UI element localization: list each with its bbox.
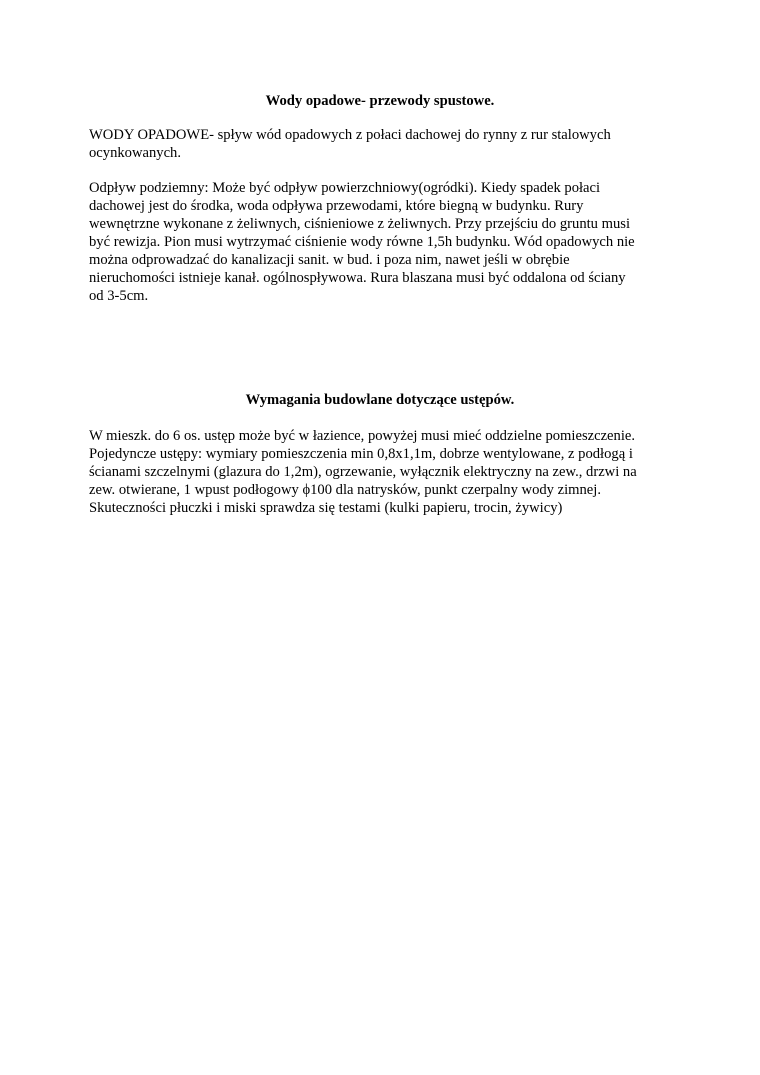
text-line: Skuteczności płuczki i miski sprawdza się testami (kulki papieru, trocin, żywicy) bbox=[89, 500, 563, 516]
text-line: można odprowadzać do kanalizacji sanit. w bud. i poza nim, nawet jeśli w obrębie bbox=[89, 252, 570, 268]
text-line: Odpływ podziemny: Może być odpływ powierzchniowy(ogródki). Kiedy spadek połaci bbox=[89, 180, 601, 196]
text-line: Pojedyncze ustępy: wymiary pomieszczenia min 0,8x1,1m, dobrze wentylowane, z podłogą i bbox=[89, 446, 633, 462]
text-line: być rewizja. Pion musi wytrzymać ciśnienie wody równe 1,5h budynku. Wód opadowych nie bbox=[89, 234, 635, 250]
text-line: WODY OPADOWE- spływ wód opadowych z połaci dachowej do rynny z rur stalowych bbox=[89, 127, 611, 143]
text-line: zew. otwierane, 1 wpust podłogowy ϕ100 dla natrysków, punkt czerpalny wody zimnej. bbox=[89, 482, 601, 498]
section1-title: Wody opadowe- przewody spustowe. bbox=[265, 93, 495, 109]
section1-paragraph-2 bbox=[89, 179, 679, 305]
text-line: nieruchomości istnieje kanał. ogólnospływowa. Rura blaszana musi być oddalona od ściany bbox=[89, 270, 626, 286]
text-line: wewnętrzne wykonane z żeliwnych, ciśnieniowe z żeliwnych. Przy przejściu do gruntu musi bbox=[89, 216, 631, 232]
section2-title: Wymagania budowlane dotyczące ustępów. bbox=[245, 392, 515, 408]
text-line: dachowej jest do środka, woda odpływa przewodami, które biegną w budynku. Rury bbox=[89, 198, 584, 214]
text-line: W mieszk. do 6 os. ustęp może być w łazience, powyżej musi mieć oddzielne pomieszczenie. bbox=[89, 428, 636, 444]
text-line: od 3-5cm. bbox=[89, 288, 149, 304]
text-line: ocynkowanych. bbox=[89, 145, 181, 161]
section1-paragraph-1 bbox=[89, 126, 679, 162]
section2-paragraph-1 bbox=[89, 427, 679, 517]
text-line: ścianami szczelnymi (glazura do 1,2m), ogrzewanie, wyłącznik elektryczny na zew., drzwi na bbox=[89, 464, 637, 480]
